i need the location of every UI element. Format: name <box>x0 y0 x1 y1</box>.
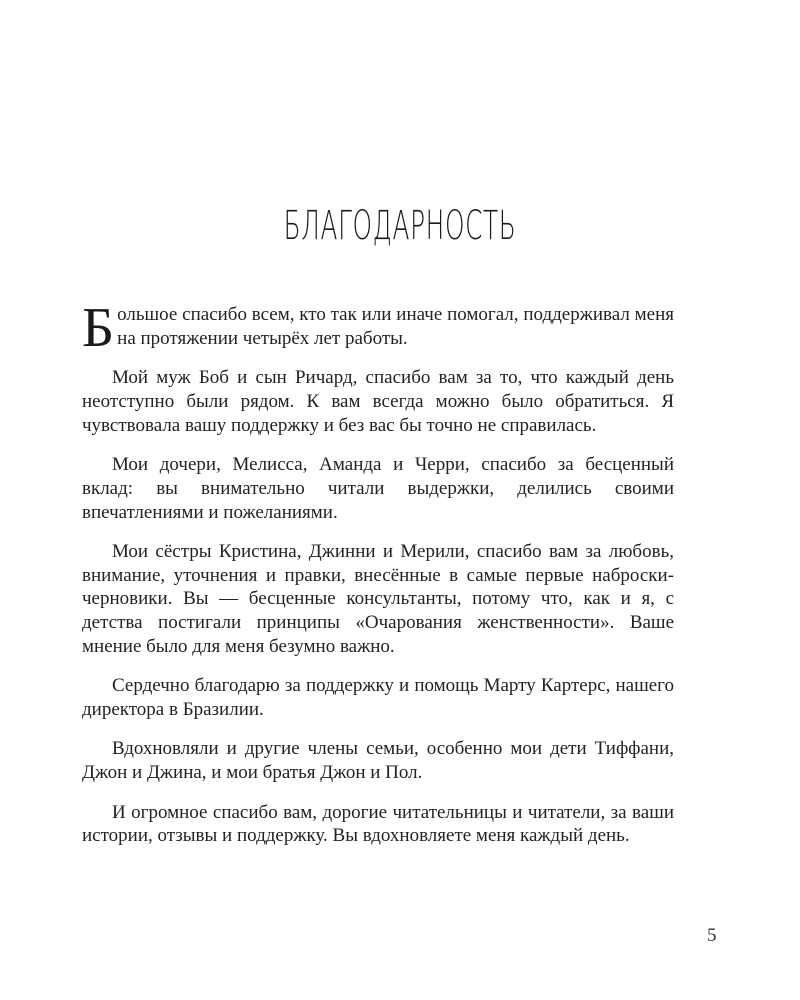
paragraph-2: Мой муж Боб и сын Ричард, спасибо вам за то, что каждый день неотступно были рядом. К вам всегда можно было обратиться. Я чувствовала вашу поддержку и без вас бы точно не справилась. <box>82 367 674 436</box>
paragraph-7: И огромное спасибо вам, дорогие читательницы и читатели, за ваши истории, отзывы и поддержку. Вы вдохновляете меня каждый день. <box>82 801 674 847</box>
paragraph-4: Мои сёстры Кристина, Джинни и Мерили, спасибо вам за любовь, внимание, уточнения и правки, внесённые в самые первые наброски-черновики. Вы — бесценные консультанты, потому что, как и я, с детства постигали принципы «Очарования женственности». Ваше мнение было для меня безумно важно. <box>82 540 674 658</box>
paragraph-6: Вдохновляли и другие члены семьи, особенно мои дети Тиффани, Джон и Джина, и мои братья Джон и Пол. <box>82 738 674 784</box>
paragraph-5: Сердечно благодарю за поддержку и помощь Марту Картерс, нашего директора в Бразилии. <box>82 675 674 721</box>
page-title: БЛАГОДАРНОСТЬ <box>283 203 517 249</box>
page-number: 5 <box>707 925 717 946</box>
drop-cap: Б <box>82 297 115 359</box>
paragraph-1 <box>82 297 674 359</box>
acknowledgements-body <box>82 297 674 864</box>
paragraph-3: Мои дочери, Мелисса, Аманда и Черри, спасибо за бесценный вклад: вы внимательно читали выдержки, делились своими впечатлениями и пожеланиями. <box>82 453 674 523</box>
paragraph-1-text: ольшое спасибо всем, кто так или иначе помогал, поддерживал меня на протяжении четырёх лет работы. <box>117 304 674 349</box>
